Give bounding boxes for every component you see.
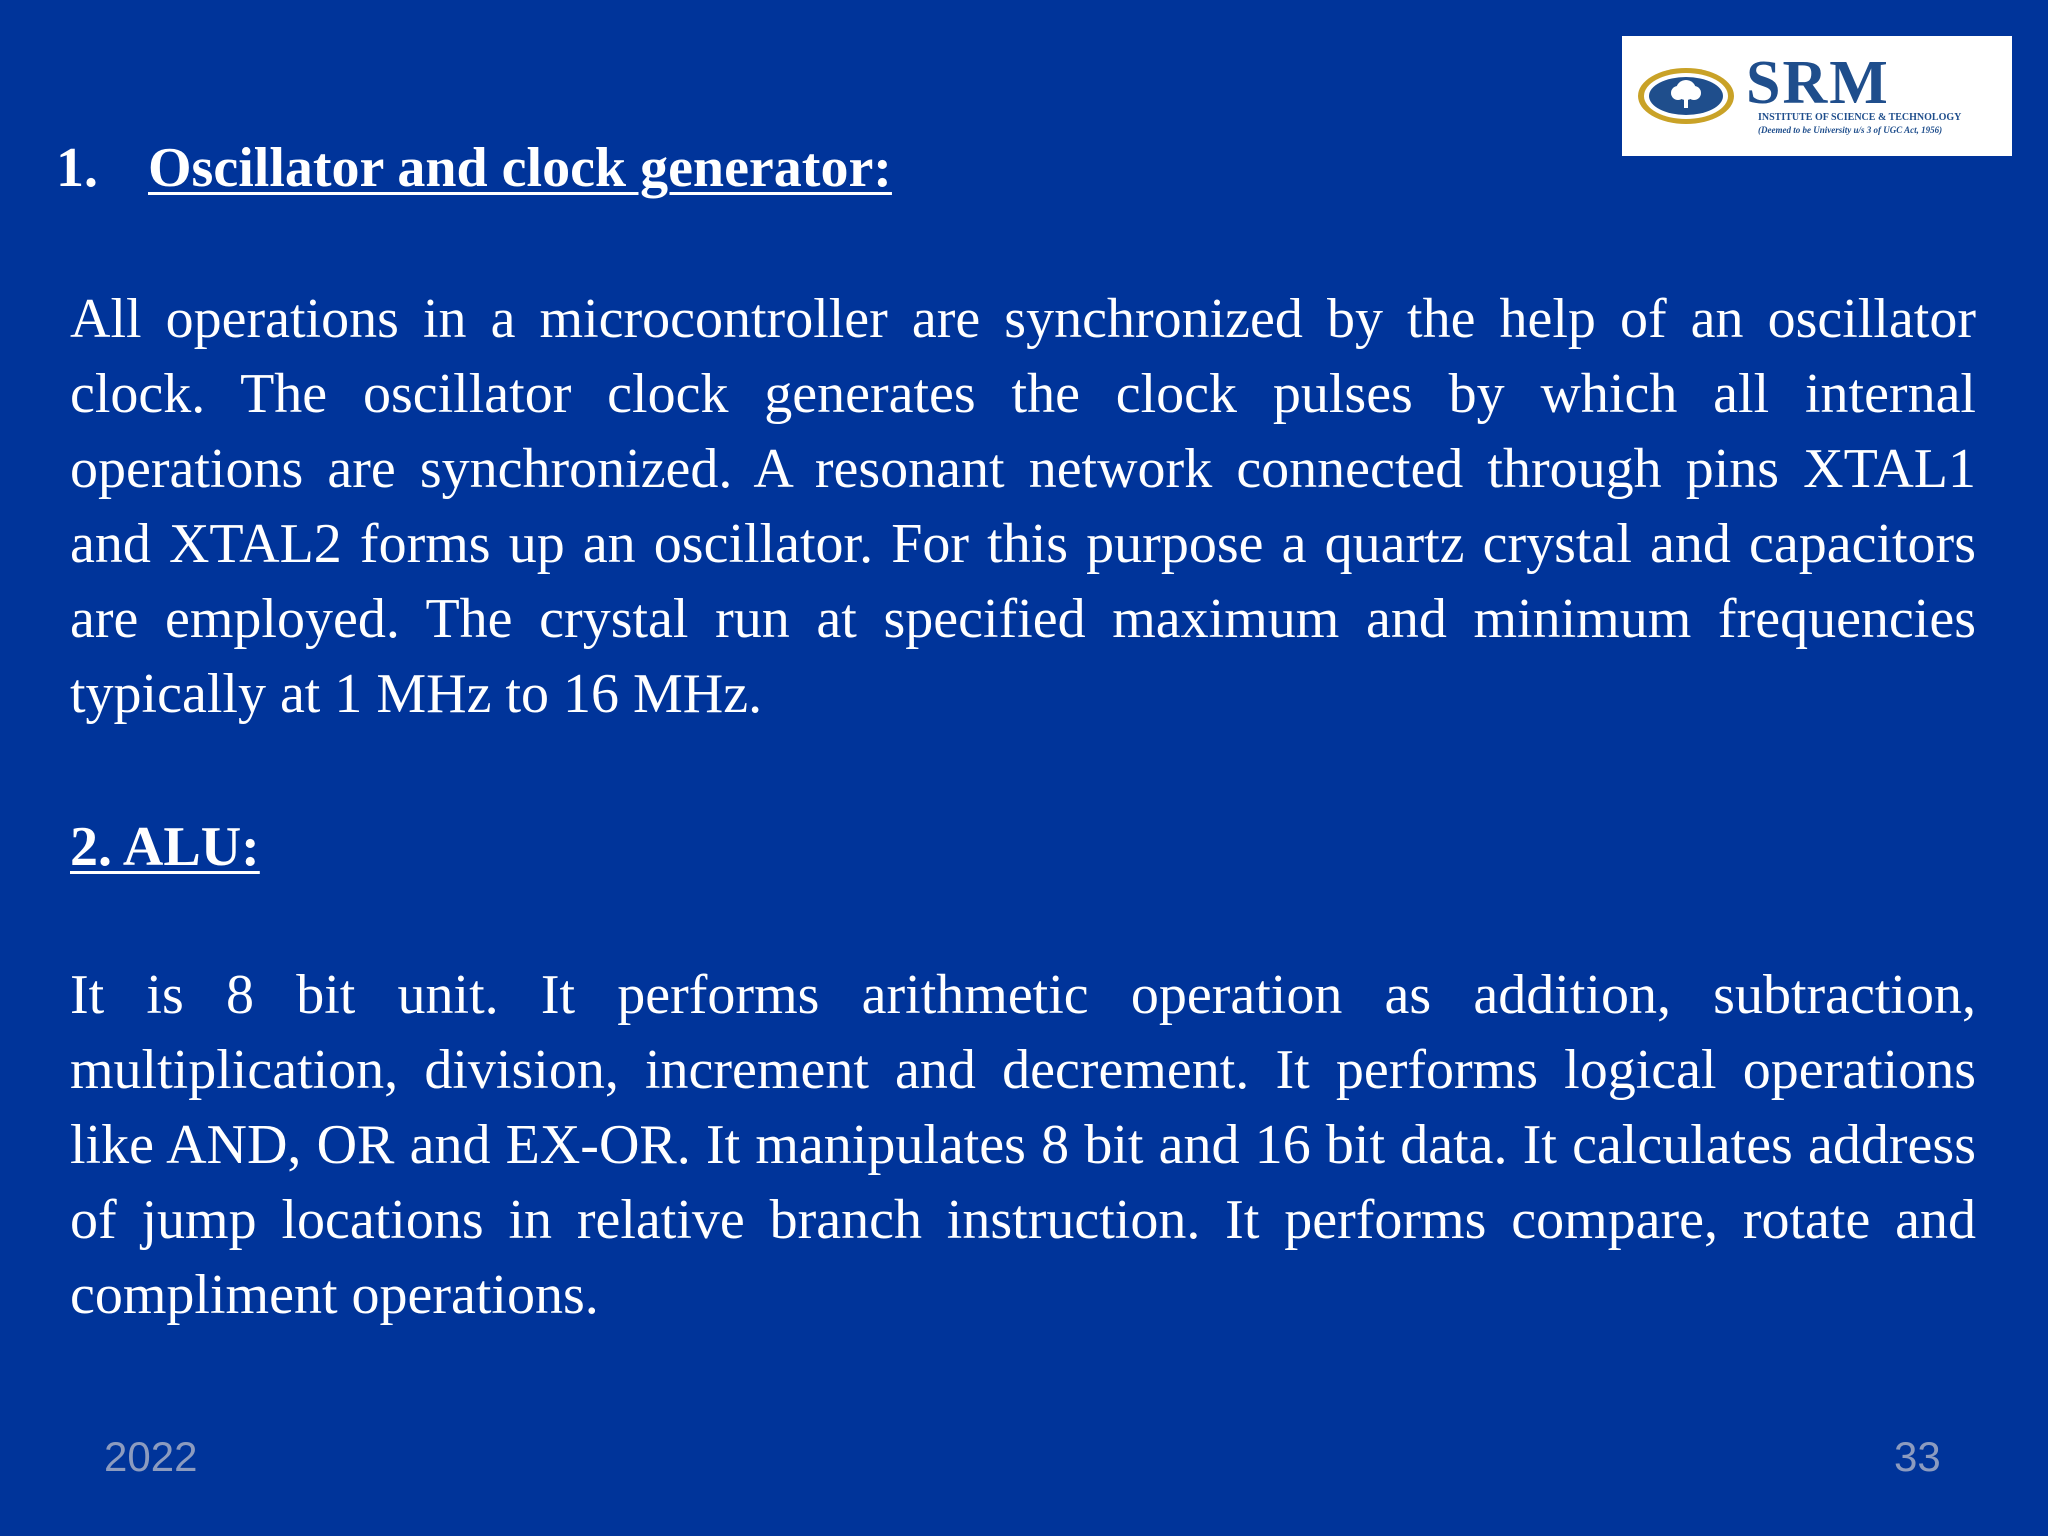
logo-subtitle-line1: INSTITUTE OF SCIENCE & TECHNOLOGY [1758,112,1962,123]
logo-subtitle-line2: (Deemed to be University u/s 3 of UGC Act, 1956) [1758,125,1943,135]
srm-logo [1622,36,2012,156]
section1-title: Oscillator and clock generator: [148,137,892,199]
logo-subtitle [1758,112,2008,136]
footer-year: 2022 [104,1433,198,1480]
section1-heading [56,136,892,200]
logo-name: SRM [1746,49,1890,117]
section2-title: 2. ALU: [70,816,260,878]
section1-number: 1. [56,137,98,199]
section2-heading [70,815,260,879]
section1-paragraph: All operations in a microcontroller are synchronized by the help of an oscillator clock. The oscillator clock generates the clock pulses by which all internal operations are synchronized. A resonant network connected through pins XTAL1 and XTAL2 forms up an oscillator. For this purpose a quartz crystal and capacitors are employed. The crystal run at specified maximum and minimum frequencies typically at 1 MHz to 16 MHz. [70,288,1976,725]
section2-paragraph: It is 8 bit unit. It performs arithmetic operation as addition, subtraction, multiplication, division, increment and decrement. It performs logical operations like AND, OR and EX-OR. It manipulates 8 bit and 16 bit data. It calculates address of jump locations in relative branch instruction. It performs compare, rotate and compliment operations. [70,964,1976,1326]
page-number: 33 [1894,1433,1941,1480]
university-emblem-icon [1636,66,1736,126]
